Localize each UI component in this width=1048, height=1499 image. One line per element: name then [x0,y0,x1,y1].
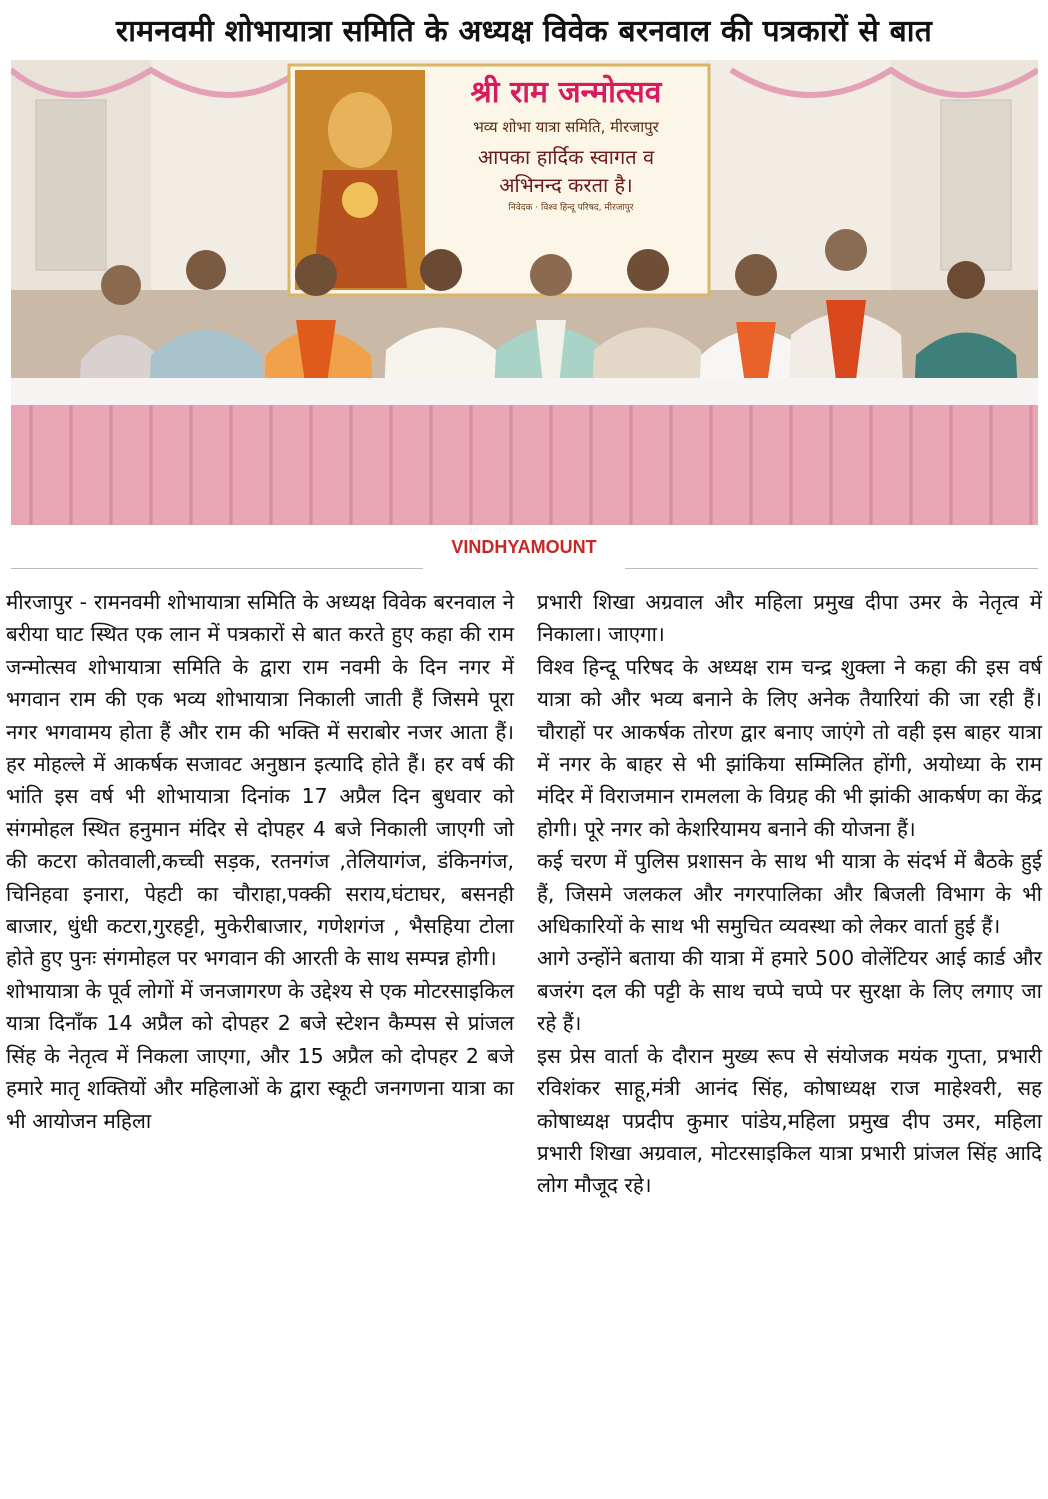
paragraph: शोभायात्रा के पूर्व लोगों में जनजागरण के उद्देश्य से एक मोटरसाइकिल यात्रा दिनाँक 14 अप्रैल को दोपहर 2 बजे स्टेशन कैम्पस से प्रांजल सिंह के नेतृत्व में निकला जाएगा, और 15 अप्रैल को दोपहर 2 बजे हमारे मातृ शक्तियों और महिलाओं के द्वारा स्कूटी जनगणना यात्रा का भी आयोजन महिला [6,978,514,1133]
article-column-right [537,586,1042,1202]
banner-welcome-2: अभिनन्द करता है। [499,173,633,197]
paragraph: प्रभारी शिखा अग्रवाल और महिला प्रमुख दीपा उमर के नेतृत्व में निकाला। जाएगा। [537,590,1042,647]
banner-title: श्री राम जन्मोत्सव [470,75,662,110]
paragraph: कई चरण में पुलिस प्रशासन के साथ भी यात्रा के संदर्भ में बैठके हुई हैं, जिसमे जलकल और नगरपालिका और बिजली विभाग के भी अधिकारियों के साथ भी समुचित व्यवस्था को लेकर वार्ता हुई हैं। [537,849,1042,939]
photo-credit: VINDHYAMOUNT [451,537,597,557]
news-photo [11,60,1038,525]
press-table [11,378,1038,525]
banner-small-line: निवेदक · विश्व हिन्दू परिषद, मीरजापुर [508,203,634,213]
banner-welcome-1: आपका हार्दिक स्वागत व [477,145,655,169]
paragraph: मीरजापुर - रामनवमी शोभायात्रा समिति के अध्यक्ष विवेक बरनवाल ने बरीया घाट स्थित एक लान में पत्रकारों से बात करते हुए कहा की राम जन्मोत्सव शोभायात्रा समिति के द्वारा राम नवमी के दिन नगर में भगवान राम की एक भव्य शोभायात्रा निकाली जाती हैं जिसमे पूरा नगर भगवामय होता हैं और राम की भक्ति में सराबोर नजर आता हैं। हर मोहल्ले में आकर्षक सजावट अनुष्ठान इत्यादि होते हैं। हर वर्ष की भांति इस वर्ष भी शोभायात्रा दिनांक 17 अप्रैल दिन बुधवार को संगमोहल स्थित हनुमान मंदिर से दोपहर 4 बजे निकाली जाएगी जो की कटरा कोतवाली,कच्ची सड़क, रतनगंज ,तेलियागंज, डंकिनगंज, चिनिहवा इनारा, पेहटी का चौराहा,पक्की सराय,घंटाघर, बसनही बाजार, धुंधी कटरा,गुरहट्टी, मुकेरीबाजार, गणेशगंज , भैसहिया टोला होते हुए पुनः संगमोहल पर भगवान की आरती के साथ सम्पन्न होगी। [6,590,514,971]
divider-left [11,568,423,569]
paragraph: इस प्रेस वार्ता के दौरान मुख्य रूप से संयोजक मयंक गुप्ता, प्रभारी रविशंकर साहू,मंत्री आनंद सिंह, कोषाध्यक्ष राज माहेश्वरी, सह कोषाध्यक्ष पप्रदीप कुमार पांडेय,महिला प्रमुख दीप उमर, महिला प्रभारी शिखा अग्रवाल, मोटरसाइकिल यात्रा प्रभारी प्रांजल सिंह आदि लोग मौजूद रहे। [537,1043,1042,1198]
divider-right [625,568,1038,569]
banner-org: भव्य शोभा यात्रा समिति, मीरजापुर [473,118,659,136]
headline: रामनवमी शोभायात्रा समिति के अध्यक्ष विवेक बरनवाल की पत्रकारों से बात [115,13,933,49]
paragraph: विश्व हिन्दू परिषद के अध्यक्ष राम चन्द्र शुक्ला ने कहा की इस वर्ष यात्रा को और भव्य बनाने के लिए अनेक तैयारियां की जा रही हैं। चौराहों पर आकर्षक तोरण द्वार बनाए जाएंगे तो वही इस बाहर यात्रा में नगर के बाहर से भी झांकिया सम्मिलित होंगी, अयोध्या के राम मंदिर में विराजमान रामलला के विग्रह की भी झांकी आकर्षण का केंद्र होगी। पूरे नगर को केशरियामय बनाने की योजना हैं। [537,654,1042,841]
paragraph: आगे उन्होंने बताया की यात्रा में हमारे 500 वोलेंटियर आई कार्ड और बजरंग दल की पट्टी के साथ चप्पे चप्पे पर सुरक्षा के लिए लगाए जा रहे हैं। [537,946,1042,1036]
article-column-left [6,586,514,1137]
